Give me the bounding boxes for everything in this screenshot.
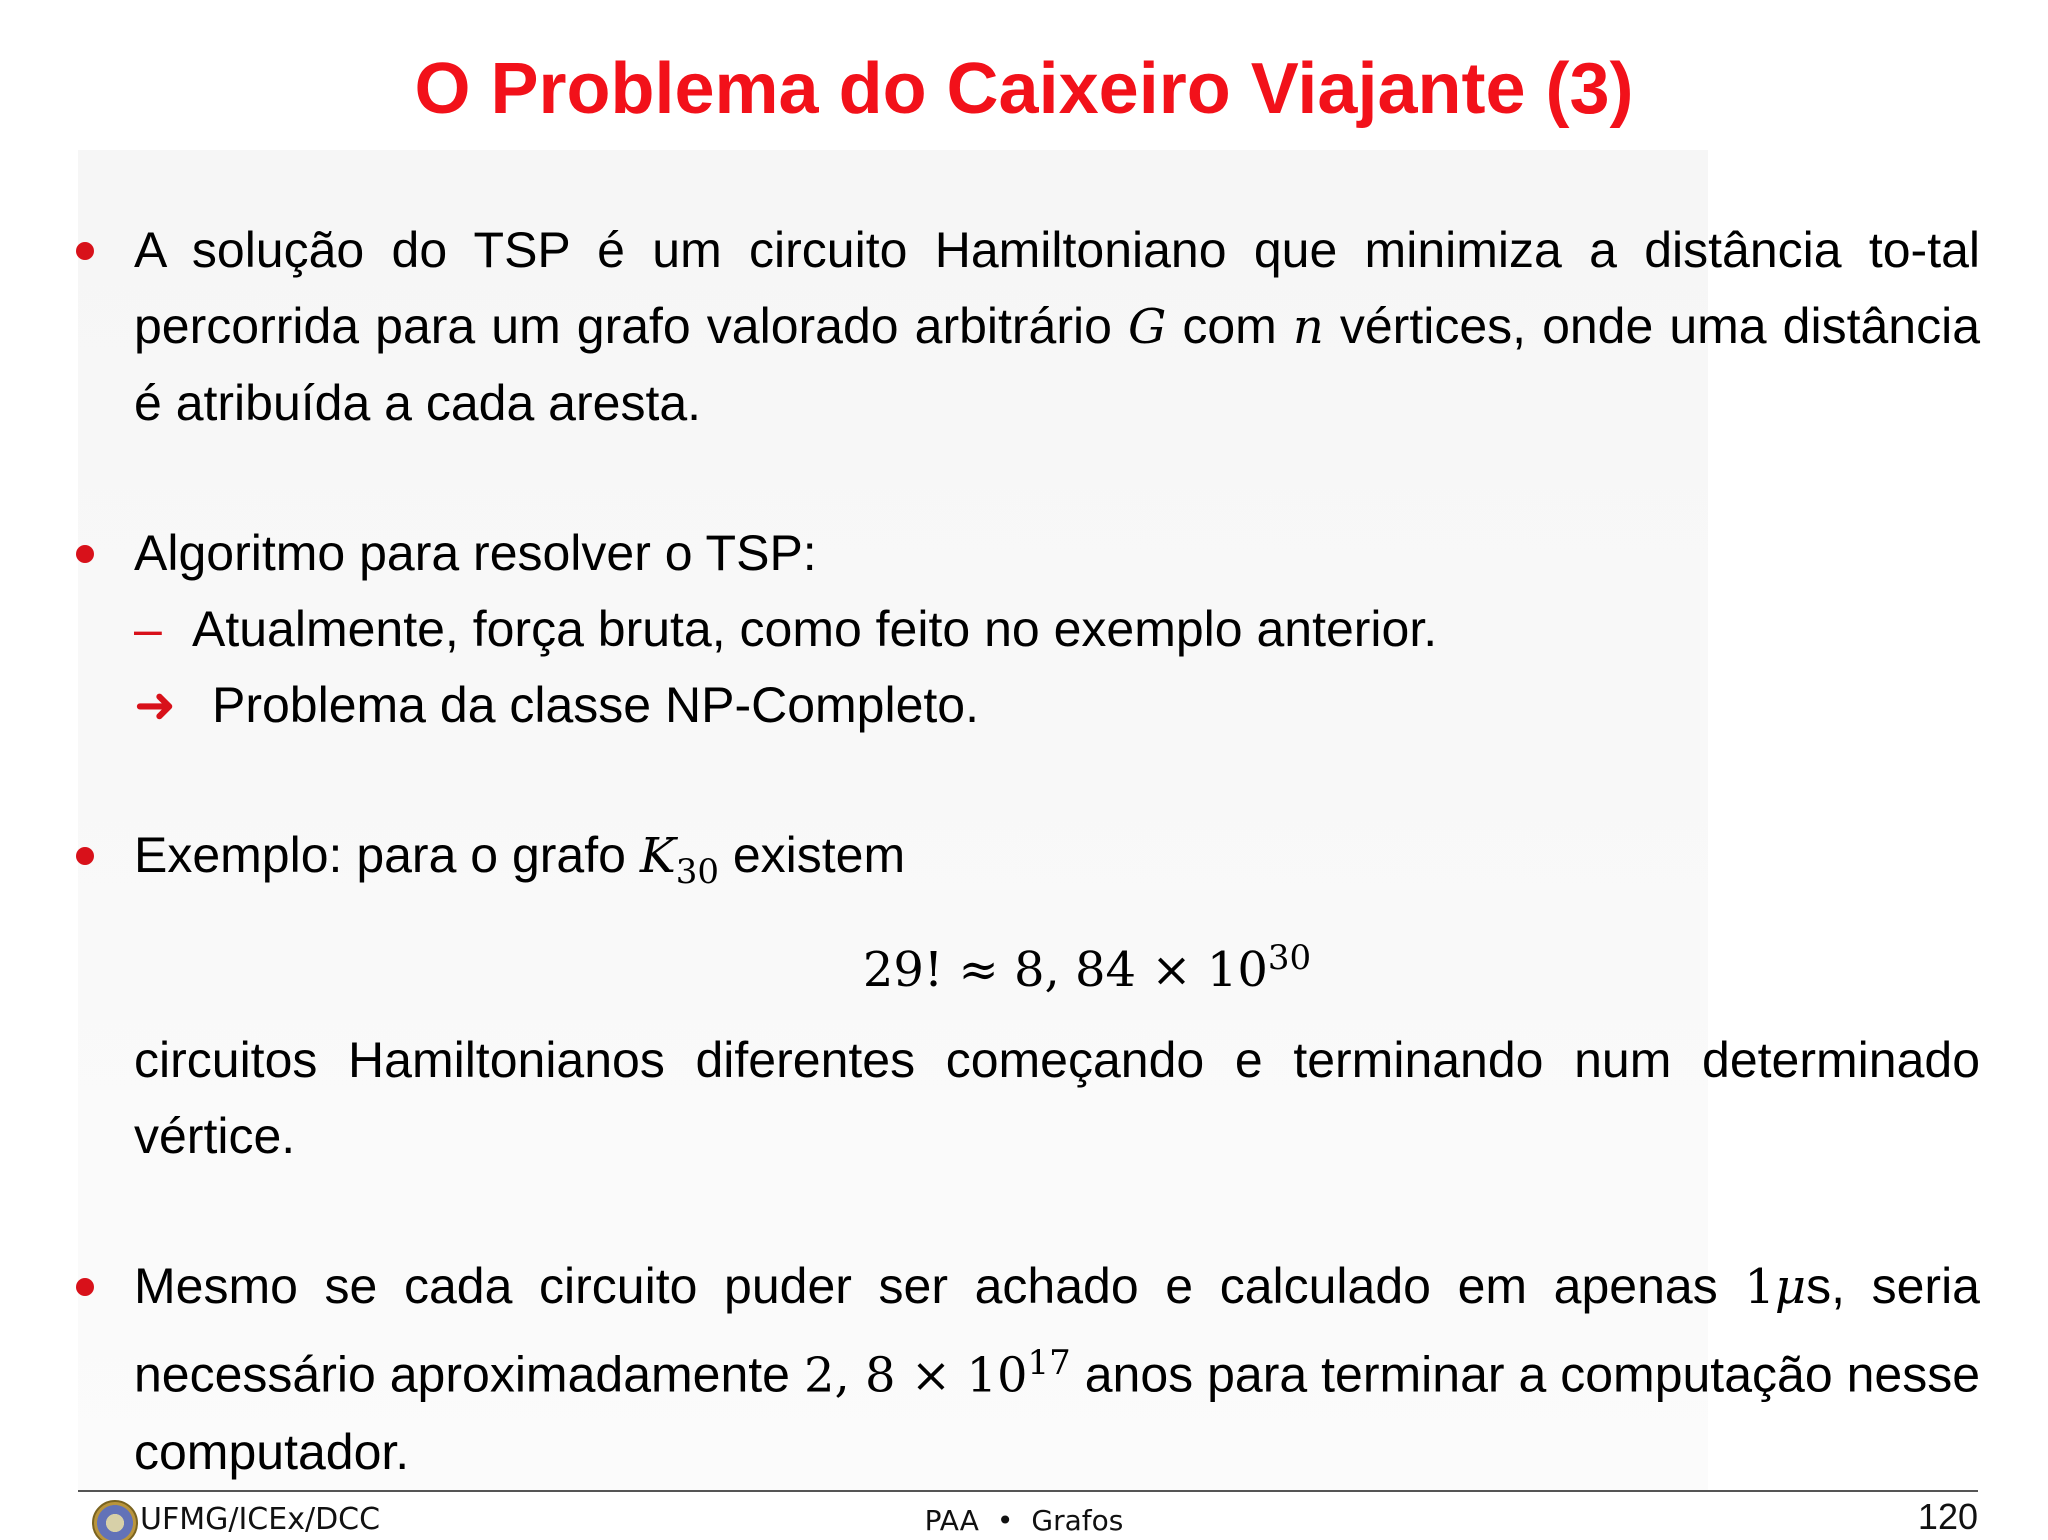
bullet-dot-icon — [76, 545, 94, 563]
math-var-g: G — [1127, 299, 1167, 355]
math-subscript: 30 — [675, 852, 719, 892]
sub-item-text: Problema da classe NP-Completo. — [212, 677, 979, 733]
bullet-text: anos para terminar a computação nesse computador. — [134, 1346, 1981, 1480]
footer-topic: Grafos — [1031, 1504, 1124, 1537]
bullet-dot-icon — [76, 1278, 94, 1296]
sub-item-np-complete — [134, 667, 1980, 743]
footer-course — [0, 1504, 2048, 1537]
page-number: 120 — [1917, 1496, 1978, 1537]
right-arrow-icon: ➜ — [134, 676, 176, 734]
bullet-tsp-definition — [134, 212, 1980, 441]
bullet-example-continuation — [134, 1022, 1980, 1174]
bullet-dot-icon — [76, 847, 94, 865]
spacer — [134, 1174, 1980, 1248]
math-exponent: 17 — [1027, 1343, 1071, 1383]
math-var-k: K — [639, 828, 676, 884]
bullet-example — [134, 817, 1980, 910]
bullet-text: Mesmo se cada circuito puder ser achado e calculado em apenas — [134, 1258, 1745, 1314]
formula-main: 29! ≈ 8, 84 × 10 — [862, 942, 1268, 998]
spacer — [134, 441, 1980, 515]
bullet-text: vértices, onde uma distância é atribuída a cada aresta. — [134, 298, 1981, 431]
footer-divider — [78, 1490, 1978, 1492]
footer-institution: UFMG/ICEx/DCC — [140, 1502, 381, 1537]
dash-marker: – — [134, 601, 162, 657]
bullet-text: Exemplo: para o grafo — [134, 827, 640, 883]
formula-exponent: 30 — [1267, 938, 1312, 978]
bullet-algorithm — [134, 515, 1980, 591]
sub-item-text: Atualmente, força bruta, como feito no exemplo anterior. — [192, 601, 1438, 657]
factorial-formula — [134, 920, 1980, 1008]
slide-content — [134, 212, 1980, 1490]
bullet-computation-time — [134, 1248, 1980, 1490]
slide-title: O Problema do Caixeiro Viajante (3) — [414, 49, 1634, 129]
bullet-dot-icon — [76, 242, 94, 260]
bullet-text: A solução do TSP é um circuito Hamiltoniano que minimiza a distância to-tal percorrida para um grafo valorado arbitrário — [134, 222, 1980, 354]
spacer — [134, 743, 1980, 817]
math-years: 2, 8 × 10 — [803, 1347, 1028, 1404]
math-number-one: 1 — [1744, 1259, 1775, 1315]
bullet-text: Algoritmo para resolver o TSP: — [134, 525, 817, 581]
math-var-n: n — [1292, 299, 1324, 355]
bullet-text: existem — [718, 827, 906, 883]
bullet-text: com — [1166, 298, 1293, 354]
sub-item-brute-force — [134, 591, 1980, 667]
bullet-text: s, seria necessário aproximadamente — [134, 1258, 1980, 1403]
math-mu: μ — [1774, 1259, 1807, 1315]
bullet-text: circuitos Hamiltonianos diferentes começando e terminando num determinado vértice. — [134, 1032, 1980, 1164]
footer-separator: • — [996, 1504, 1014, 1537]
footer-course-name: PAA — [924, 1504, 979, 1537]
